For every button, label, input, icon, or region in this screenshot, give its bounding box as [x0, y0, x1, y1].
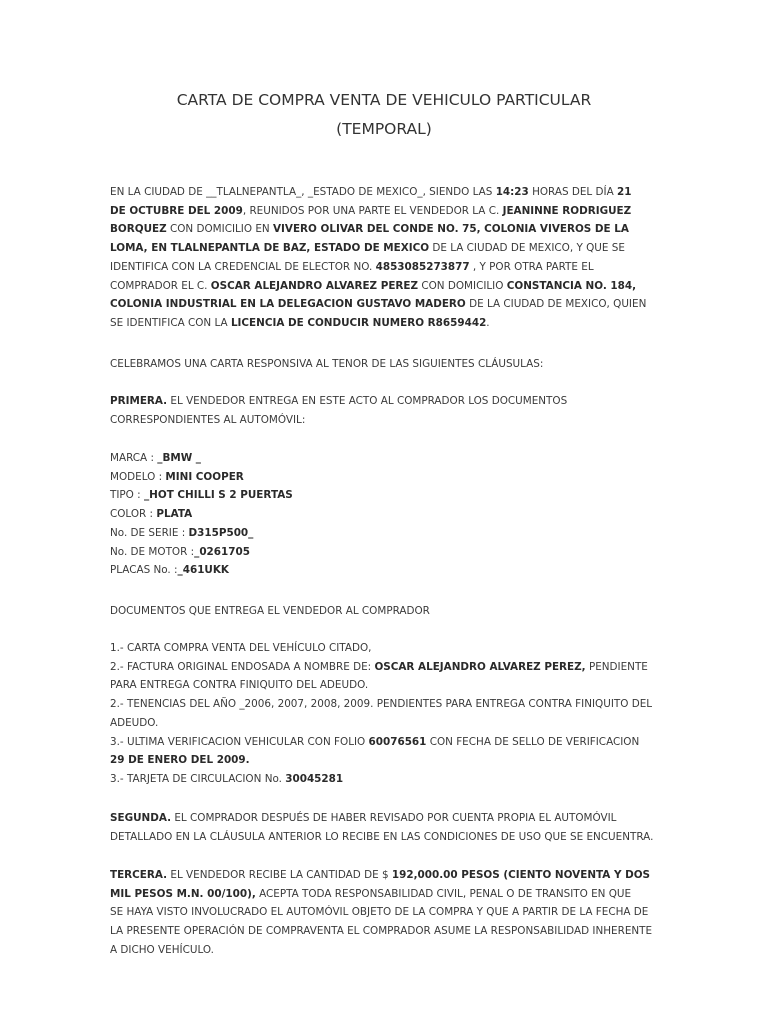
text-line	[110, 751, 658, 770]
bold-text: TERCERA.	[110, 869, 168, 881]
text-line	[110, 258, 658, 277]
text-line	[110, 524, 658, 543]
bold-text: _BMW _	[157, 452, 201, 464]
bold-text: _0261705	[194, 545, 250, 558]
bold-text: SEGUNDA.	[110, 812, 172, 824]
text-line	[110, 543, 658, 562]
text-run: EN LA CIUDAD DE __TLALNEPANTLA_, _ESTADO DE MEXICO_, SIENDO LAS	[110, 186, 496, 198]
text-run: DETALLADO EN LA CLÁUSULA ANTERIOR LO RECIBE EN LAS CONDICIONES DE USO QUE SE ENCUENTRA.	[110, 830, 654, 843]
bold-text: CONSTANCIA NO. 184,	[506, 279, 637, 292]
text-run: 2.- FACTURA ORIGINAL ENDOSADA A NOMBRE DE:	[110, 660, 375, 673]
text-line	[110, 449, 658, 468]
text-line	[110, 695, 658, 714]
text-run: EL VENDEDOR ENTREGA EN ESTE ACTO AL COMPRADOR LOS DOCUMENTOS	[167, 395, 568, 407]
bold-text: D315P500_	[188, 526, 254, 539]
text-line	[110, 239, 658, 258]
bold-text: _HOT CHILLI S 2 PUERTAS	[143, 489, 293, 502]
text-line	[110, 828, 658, 847]
text-run: CON DOMICILIO	[418, 279, 507, 292]
text-run: DOCUMENTOS QUE ENTREGA EL VENDEDOR AL COMPRADOR	[110, 605, 430, 617]
bold-text: COLONIA INDUSTRIAL EN LA DELEGACION GUSTAVO MADERO	[110, 298, 466, 311]
text-line	[110, 505, 658, 524]
text-line	[110, 468, 658, 487]
bold-text: 14:23	[495, 186, 529, 198]
text-line	[110, 770, 658, 789]
text-run: ACEPTA TODA RESPONSABILIDAD CIVIL, PENAL O DE TRANSITO EN QUE	[255, 887, 632, 900]
text-run: CON DOMICILIO EN	[166, 223, 273, 236]
bold-text: PRIMERA.	[110, 395, 168, 407]
text-run: CORRESPONDIENTES AL AUTOMÓVIL:	[110, 413, 306, 426]
text-run: ADEUDO.	[110, 716, 159, 729]
text-run: PENDIENTE	[585, 660, 648, 673]
text-run: , REUNIDOS POR UNA PARTE EL VENDEDOR LA C.	[242, 204, 503, 217]
bold-text: JEANINNE RODRIGUEZ	[502, 204, 632, 217]
text-run: DE LA CIUDAD DE MEXICO, Y QUE SE	[429, 242, 625, 255]
text-line	[110, 411, 658, 430]
text-run: TIPO :	[110, 489, 144, 502]
vehicle-details-list	[110, 449, 658, 580]
clause-segunda	[110, 809, 658, 846]
text-run: 1.- CARTA COMPRA VENTA DEL VEHÍCULO CITADO,	[110, 642, 372, 654]
text-line	[110, 202, 658, 221]
clause-primera	[110, 392, 658, 429]
clause-tercera	[110, 866, 658, 960]
text-line	[110, 885, 658, 904]
text-line	[110, 866, 658, 885]
intro-paragraph	[110, 183, 658, 333]
bold-text: 192,000.00 PESOS (CIENTO NOVENTA Y DOS	[391, 869, 651, 881]
text-line	[110, 295, 658, 314]
bold-text: OSCAR ALEJANDRO ALVAREZ PEREZ,	[374, 660, 586, 673]
text-run: 2.- TENENCIAS DEL AÑO _2006, 2007, 2008, 2009. PENDIENTES PARA ENTREGA CONTRA FINIQUITO DEL	[110, 698, 653, 711]
text-run: .	[486, 316, 490, 329]
bold-text: 4853085273877	[375, 260, 470, 273]
text-run: MODELO :	[110, 470, 166, 483]
text-run: LA PRESENTE OPERACIÓN DE COMPRAVENTA EL COMPRADOR ASUME LA RESPONSABILIDAD INHERENTE	[110, 925, 653, 938]
text-line	[110, 658, 658, 677]
text-line	[110, 486, 658, 505]
bold-text: LOMA, EN TLALNEPANTLA DE BAZ, ESTADO DE MEXICO	[110, 242, 430, 255]
text-run: SE HAYA VISTO INVOLUCRADO EL AUTOMÓVIL OBJETO DE LA COMPRA Y QUE A PARTIR DE LA FECHA DE	[110, 906, 649, 919]
bold-text: VIVERO OLIVAR DEL CONDE NO. 75, COLONIA VIVEROS DE LA	[273, 223, 629, 236]
bold-text: MINI COOPER	[165, 470, 244, 483]
text-line	[110, 676, 658, 695]
bold-text: 30045281	[285, 772, 344, 785]
text-line	[110, 639, 658, 658]
text-run: PLACAS No. :	[110, 564, 178, 577]
text-run: CELEBRAMOS UNA CARTA RESPONSIVA AL TENOR DE LAS SIGUIENTES CLÁUSULAS:	[110, 358, 544, 370]
text-line	[110, 314, 658, 333]
text-run: , Y POR OTRA PARTE EL	[469, 260, 594, 273]
text-line	[110, 220, 658, 239]
text-run: PARA ENTREGA CONTRA FINIQUITO DEL ADEUDO.	[110, 679, 369, 692]
text-run: HORAS DEL DÍA	[528, 186, 617, 198]
text-run: IDENTIFICA CON LA CREDENCIAL DE ELECTOR NO.	[110, 260, 376, 273]
bold-text: 29 DE ENERO DEL 2009.	[110, 754, 250, 767]
text-line	[110, 355, 658, 374]
bold-text: BORQUEZ	[110, 223, 167, 236]
bold-text: 60076561	[368, 735, 427, 748]
text-run: EL COMPRADOR DESPUÉS DE HABER REVISADO POR CUENTA PROPIA EL AUTOMÓVIL	[171, 812, 617, 824]
text-line	[110, 809, 658, 828]
text-run: 3.- TARJETA DE CIRCULACION No.	[110, 772, 286, 785]
bold-text: 21	[617, 186, 632, 198]
bold-text: DE OCTUBRE DEL 2009	[110, 204, 243, 217]
text-line	[110, 183, 658, 202]
text-line	[110, 922, 658, 941]
text-run: EL VENDEDOR RECIBE LA CANTIDAD DE $	[167, 869, 392, 881]
clauses-intro-paragraph	[110, 355, 658, 374]
text-line	[110, 903, 658, 922]
text-run: No. DE SERIE :	[110, 526, 189, 539]
bold-text: LICENCIA DE CONDUCIR NUMERO R8659442	[230, 316, 487, 329]
text-line	[110, 277, 658, 296]
text-line	[110, 561, 658, 580]
bold-text: _461UKK	[177, 564, 229, 577]
text-line	[110, 602, 658, 621]
documents-list	[110, 639, 658, 789]
text-run: MARCA :	[110, 452, 158, 464]
text-run: No. DE MOTOR :	[110, 545, 195, 558]
text-run: 3.- ULTIMA VERIFICACION VEHICULAR CON FOLIO	[110, 735, 369, 748]
text-run: SE IDENTIFICA CON LA	[110, 316, 231, 329]
text-run: CON FECHA DE SELLO DE VERIFICACION	[426, 735, 640, 748]
text-run: A DICHO VEHÍCULO.	[110, 943, 214, 956]
document-title: CARTA DE COMPRA VENTA DE VEHICULO PARTICULAR	[176, 91, 592, 109]
text-run: COMPRADOR EL C.	[110, 279, 211, 292]
documents-header	[110, 602, 658, 621]
text-line	[110, 733, 658, 752]
bold-text: OSCAR ALEJANDRO ALVAREZ PEREZ	[210, 279, 419, 292]
bold-text: MIL PESOS M.N. 00/100),	[110, 887, 256, 900]
document-subtitle: (TEMPORAL)	[336, 120, 432, 138]
bold-text: PLATA	[156, 508, 193, 521]
text-run: DE LA CIUDAD DE MEXICO, QUIEN	[465, 298, 647, 311]
text-line	[110, 714, 658, 733]
text-line	[110, 392, 658, 411]
text-line	[110, 941, 658, 960]
text-run: COLOR :	[110, 508, 157, 521]
